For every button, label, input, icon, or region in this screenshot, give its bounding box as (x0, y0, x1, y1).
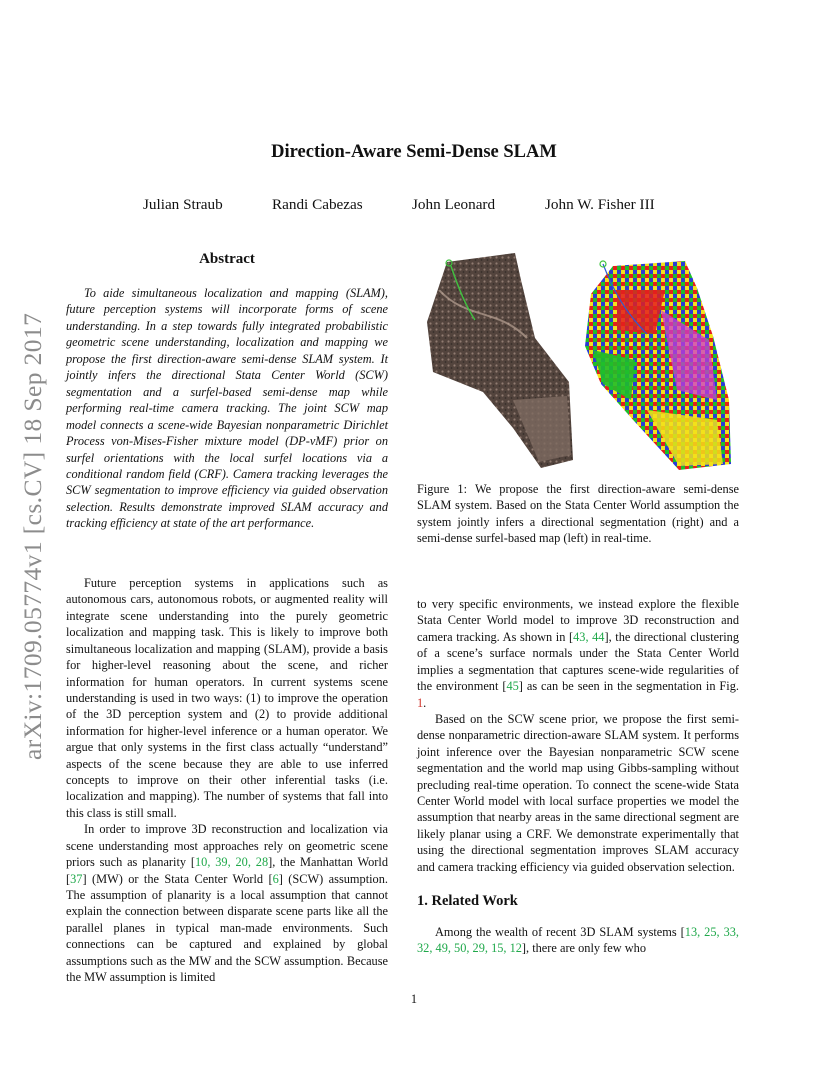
page-number: 1 (410, 992, 418, 1006)
arxiv-identifier: arXiv:1709.05774v1 [cs.CV] 18 Sep 2017 (18, 312, 47, 760)
intro-paragraph-3: to very specific environments, we instead explore the flexible Stata Center World model to improve 3D reconstruction and camera tracking. As shown in [43, 44], the directional clustering of a scene’s surface normals under the Stata Center World implies a segmentation that captures scene-wide regularities of the environment [45] as can be seen in the segmentation in Fig. 1. (417, 597, 739, 710)
intro-paragraph-2: In order to improve 3D reconstruction and localization via scene understanding most approaches rely on geometric scene priors such as planarity [10, 39, 20, 28], the Manhattan World [37] (MW) or the Stata Center World [6] (SCW) assumption. The assumption of planarity is a local assumption that cannot explain the connection between disparate scene parts like all the parallel planes in typical man-made environments. Such connections can be captured and explained by global assumptions such as the MW and the SCW assumption. Because the MW assumption is limited (66, 822, 388, 985)
intro-paragraph-4: Based on the SCW scene prior, we propose the first semi-dense nonparametric direction-aware SLAM system. It performs joint inference over the Bayesian nonparametric SCW scene segmentation and the world map using Gibbs-sampling without precluding real-time operation. To connect the scene-wide Stata Center World model with local surface properties we model the assumption that nearby areas in the same directional segment are likely planar using a CRF. We demonstrate experimentally that using the directional segmentation improves SLAM accuracy and camera tracking efficiency via guided observation selection. (417, 711, 739, 874)
section-heading-related-work: 1. Related Work (417, 893, 518, 910)
author-4: John W. Fisher III (545, 196, 655, 213)
abstract-heading: Abstract (199, 251, 255, 267)
citation-link[interactable]: 43, 44 (573, 629, 605, 644)
figure-1-image (417, 250, 739, 475)
author-3: John Leonard (412, 196, 496, 213)
related-work-paragraph: Among the wealth of recent 3D SLAM systems [13, 25, 33, 32, 49, 50, 29, 15, 12], there are only few who (417, 924, 740, 956)
citation-link[interactable]: 10, 39, 20, 28 (195, 855, 269, 870)
citation-link[interactable]: 6 (272, 871, 279, 886)
intro-paragraph-1: Future perception systems in applications such as autonomous cars, autonomous robots, or augmented reality will integrate scene understanding into the purely geometric localization and mapping task. This is likely to improve both simultaneous localization and mapping (SLAM), provide a basis for higher-level reasoning about the scene, and richer information for human operators. In current systems scene understanding is used in two ways: (1) to improve the operation of the 3D perception system and (2) to provide additional information for higher-level inference or a human operator. We argue that only systems in the first class actually “understand” aspects of the scene because they are able to use inferred concepts to improve on their other inferential tasks (i.e. localization and mapping). The number of systems that fall into this class is still small. (66, 576, 388, 820)
author-2: Randi Cabezas (272, 196, 363, 213)
figure-1-caption: Figure 1: We propose the first direction-aware semi-dense SLAM system. Based on the Stata Center World assumption the system jointly infers a directional segmentation (right) and a semi-dense surfel-based map (left) in real-time. (417, 482, 739, 546)
citation-link[interactable]: 45 (506, 679, 519, 694)
figure-reference-link[interactable]: 1 (417, 695, 424, 710)
author-1: Julian Straub (143, 196, 223, 213)
semi-dense-map-reconstruction (427, 253, 573, 468)
citation-link[interactable]: 13, 25, 33, 32, 49, 50, 29, 15, 12 (417, 924, 740, 956)
right-column-body (417, 596, 739, 956)
abstract-text: To aide simultaneous localization and mapping (SLAM), future perception systems will incorporate forms of scene understanding. In a step towards fully integrated probabilistic geometric scene understanding, localization and mapping we propose the first direction-aware semi-dense SLAM system. It jointly infers the directional Stata Center World (SCW) segmentation and a surfel-based semi-dense map while performing real-time camera tracking. The joint SCW map model connects a scene-wide Bayesian nonparametric Dirichlet Process von-Mises-Fisher mixture model (DP-vMF) prior on surfel orientations with the local surfel locations via a conditional random field (CRF). Camera tracking leverages the SCW segmentation to improve efficiency via guided observation selection. Results demonstrate improved SLAM accuracy and tracking efficiency at state of the art performance. (66, 286, 388, 531)
directional-segmentation (585, 261, 731, 470)
citation-link[interactable]: 37 (70, 871, 83, 886)
left-column-body (66, 575, 388, 986)
paper-title: Direction-Aware Semi-Dense SLAM (271, 142, 557, 162)
figure-1 (417, 250, 739, 475)
